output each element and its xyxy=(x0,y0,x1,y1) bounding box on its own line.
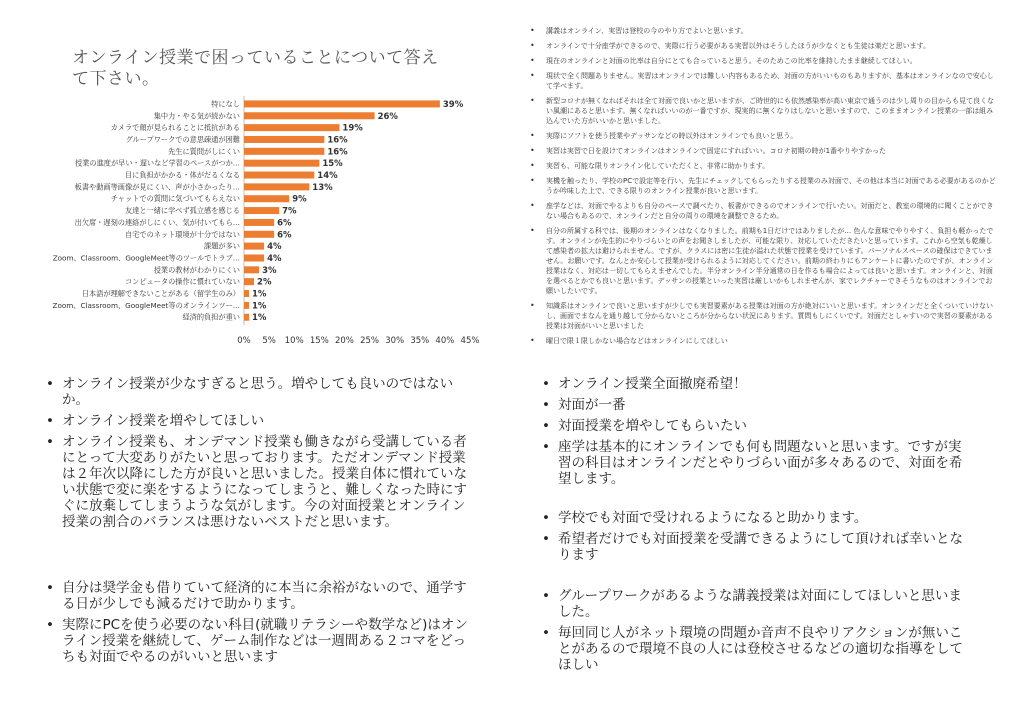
category-label: 先生に質問がしにくい xyxy=(168,146,240,156)
data-label: 19% xyxy=(342,123,363,134)
data-label: 3% xyxy=(262,265,277,276)
comment-item: • 座学は基本的にオンラインでも何も問題ないと思います。ですが実習の科目はオンラインだとやりづらい面が多々あるので、対面を希望します。 xyxy=(540,439,970,487)
x-tick-label: 0% xyxy=(237,336,251,347)
category-label: 板書や動画等画像が見にくい、声が小さかったり… xyxy=(74,182,240,192)
bar xyxy=(244,136,324,143)
category-label: 目に負担がかかる・体がだるくなる xyxy=(124,170,240,180)
data-label: 16% xyxy=(327,147,348,158)
category-label: 課題が多い xyxy=(204,241,240,251)
x-tick-label: 35% xyxy=(410,336,430,347)
comment-item: • 実習は実習で日を設けてオンラインはオンラインで固定にすればいい。コロナ初期の時が1番やりやすかった xyxy=(528,146,998,156)
data-label: 14% xyxy=(317,171,338,182)
data-label: 7% xyxy=(282,206,297,217)
category-label: チャットでの質問に気づいてもらえない xyxy=(110,194,240,204)
comment-item: • 対面授業を増やしてもらいたい xyxy=(540,418,970,434)
comment-item: • グループワークがあるような講義授業は対面にしてほしいと思いました。 xyxy=(540,588,970,620)
comment-item: • 自分の所属する科では、後期のオンラインはなくなりました。前期も1日だけではありましたが… 色んな意味でやりやすく、負担も軽かったです。オンラインが先生的にやりづらいとの声をお聞きしましたが、可能な限り、対応していただきたいと思っています。これから空気も乾燥して感染者の拡大は避けられません。ですが、クラスには密に生徒が溢れた状態で授業を受けています。パーソナルスペースの確保はできていません。お願いです。なんとか安心して授業が受けられるように対応してください。前期の終わりにもアンケートに書いたのですが、オンライン授業はなく、対応は一切してもらえませんでした。半分オンライン半分通常の日を作るも場合によっては良いと思います。オンラインと、対面を選べるとかでも良いと思います。デッサンの授業といった実習は厳しいかもしれませんが、家でレクチャーできそうなものはオンラインでお願いしたいです。 xyxy=(528,226,998,296)
bar xyxy=(244,266,259,273)
comment-item: • 実機を触ったり、学校のPCで設定等を行い、先生にチェックしてもらったりする授業のみ対面で、その他は本当に対面である必要があるのかどうか吟味した上で、できる限りのオンライン授業が良いと思います。 xyxy=(528,176,998,196)
comment-item: • 学校でも対面で受けれるようになると助かります。 xyxy=(540,510,970,526)
comment-item: • 曜日で限１限しかない場合などはオンラインにしてほしい xyxy=(528,336,998,346)
category-label: 日本語が理解できないことがある（留学生のみ） xyxy=(81,289,240,299)
x-tick-label: 45% xyxy=(460,336,480,347)
data-label: 1% xyxy=(252,313,267,324)
comments-list-right-top xyxy=(528,26,998,351)
comment-item: • オンライン授業全面撤廃希望！ xyxy=(540,376,970,392)
comment-item: • 座学などは、対面でやるよりも自分のペースで調べたり、板書ができるのでオンラインで行いたい。対面だと、教室の環境的に聞くことができない場合もあるので、オンラインだと自分の周りの環境を調整できるため。 xyxy=(528,201,998,221)
data-label: 39% xyxy=(442,99,464,110)
bar xyxy=(244,243,264,250)
x-tick-label: 10% xyxy=(284,336,304,347)
category-label: 経済的負担が重い xyxy=(182,312,240,322)
category-label: Zoom、Classroom、GoogleMeet等のオンラインツー… xyxy=(52,300,240,310)
comments-list-left-bottom-1 xyxy=(44,376,474,535)
data-label: 1% xyxy=(252,289,267,300)
category-label: カメラで顔が見られることに抵抗がある xyxy=(110,123,240,133)
bar xyxy=(244,183,309,190)
data-label: 16% xyxy=(327,135,348,146)
comment-item: • オンライン授業も、オンデマンド授業も働きながら受講している者にとって大変ありがたいと思っております。ただオンデマンド授業は２年次以降にした方が良いと思いました。授業自体に慣れていない状態で変に楽をするようになってしまうと、難しくなった時にすぐに放棄してしまうような気がします。今の対面授業とオンライン授業の割合のバランスは悪けないベストだと思います。 xyxy=(44,434,474,530)
comment-item: • 現在のオンラインと対面の比率は自分にとても合っていると思う。そのためこの比率を維持したまま継続してほしい。 xyxy=(528,56,998,66)
comment-item: • 対面が一番 xyxy=(540,397,970,413)
bar xyxy=(244,207,279,214)
x-tick-label: 40% xyxy=(435,336,455,347)
comments-list-right-bottom-1 xyxy=(540,376,970,492)
category-label: 特になし xyxy=(211,99,240,109)
comment-item: • 講義はオンライン、実習は登校の今のやり方でよいと思います。 xyxy=(528,26,998,36)
category-label: コンピュータの操作に慣れていない xyxy=(124,277,240,287)
comments-list-right-bottom-2 xyxy=(540,510,970,568)
bar xyxy=(244,302,249,309)
category-label: Zoom、Classroom、GoogleMeet等のツールでトラブ… xyxy=(52,253,240,263)
bar xyxy=(244,160,319,167)
comment-item: • 知識系はオンラインで良いと思いますが少しでも実習要素がある授業は対面の方が絶対にいいと思います。オンラインだと全くついていけないし、画面でまなんを通り越して分からないところが分からない状況にあります。質問もしにくいです。対面だとしゃすいので実習の要素がある授業は対面がいいと思いました xyxy=(528,301,998,331)
bar xyxy=(244,112,375,119)
category-label: 友達と一緒に学べず孤立感を感じる xyxy=(124,206,240,216)
comment-item: • 実際にPCを使う必要のない科目(就職リテラシーや数学など)はオンライン授業を継続して、ゲーム制作などは一週間ある２コマをどっちも対面でやるのがいいと思います xyxy=(44,617,474,665)
data-label: 13% xyxy=(312,182,333,193)
x-tick-label: 15% xyxy=(309,336,329,347)
category-label: 出欠席・遅刻の連絡がしにくい、気が付いてもら… xyxy=(74,217,240,227)
page-title: オンライン授業で困っていることについて答えて下さい。 xyxy=(72,48,439,89)
data-label: 1% xyxy=(252,301,267,312)
x-tick-label: 25% xyxy=(360,336,380,347)
bar xyxy=(244,148,324,155)
bar xyxy=(244,172,314,179)
comment-item: • 毎回同じ人がネット環境の問題か音声不良やリアクションが無いことがあるので環境不良の人には登校させるなどの適切な指導をしてほしい xyxy=(540,625,970,673)
comment-item: • 実習も、可能な限りオンライン化していただくと、非常に助かります。 xyxy=(528,161,998,171)
comment-item: • 希望者だけでも対面授業を受講できるようにして頂ければ幸いとなります xyxy=(540,531,970,563)
category-label: 授業の進度が早い・遅いなど学習のペースがつか… xyxy=(75,158,240,168)
bar xyxy=(244,231,274,238)
bar xyxy=(244,254,264,261)
category-label: 自宅でのネット環境が十分ではない xyxy=(124,229,240,239)
bar xyxy=(244,219,274,226)
data-label: 2% xyxy=(257,277,272,288)
data-label: 15% xyxy=(322,159,343,170)
x-tick-label: 5% xyxy=(262,336,276,347)
comment-item: • オンラインで十分座学ができるので、実際に行う必要がある実習以外はそうしたほうが少なくとも生徒は楽だと思います。 xyxy=(528,41,998,51)
bar xyxy=(244,124,339,131)
data-label: 4% xyxy=(267,253,282,264)
comment-item: • オンライン授業を増やしてほしい xyxy=(44,413,474,429)
data-label: 4% xyxy=(267,242,282,253)
category-label: 授業の教材がわかりにくい xyxy=(153,265,240,275)
data-label: 6% xyxy=(277,218,292,229)
bar xyxy=(244,195,289,202)
bar xyxy=(244,100,440,107)
comment-item: • 自分は奨学金も借りていて経済的に本当に余裕がないので、通学する日が少しでも減るだけで助かります。 xyxy=(44,580,474,612)
x-tick-label: 30% xyxy=(385,336,405,347)
bar xyxy=(244,314,249,321)
bar xyxy=(244,278,254,285)
comments-list-left-bottom-2 xyxy=(44,580,474,670)
category-label: グループワークでの意思疎通が困難 xyxy=(125,134,240,144)
comment-item: • 新型コロナが無くなればそれは全て対面で良いかと思いますが、ご時世的にも依然感染率が高い東京で通うのは少し周りの目からも見て良くない風潮にあると思います。無くなればいいのが一番ですが、現実的に無くなりはしないと思いますので、このままオンライン授業の一部は組み込んでいた方がいいかと思いました。 xyxy=(528,96,998,126)
category-label: 集中力・やる気が続かない xyxy=(153,111,240,121)
bar-chart xyxy=(40,92,480,352)
comment-item: • 現状で全く問題ありません。実習はオンラインでは難しい内容もあるため、対面の方がいいものもありますが、基本はオンラインなので安心して学べます。 xyxy=(528,71,998,91)
comments-list-right-bottom-3 xyxy=(540,588,970,678)
comment-item: • 実際にソフトを使う授業やデッサンなどの時以外はオンラインでも良いと思う。 xyxy=(528,131,998,141)
bar xyxy=(244,290,249,297)
data-label: 26% xyxy=(377,111,398,122)
data-label: 6% xyxy=(277,230,292,241)
comment-item: • オンライン授業が少なすぎると思う。増やしても良いのではないか。 xyxy=(44,376,474,408)
x-tick-label: 20% xyxy=(334,336,354,347)
data-label: 9% xyxy=(292,194,307,205)
